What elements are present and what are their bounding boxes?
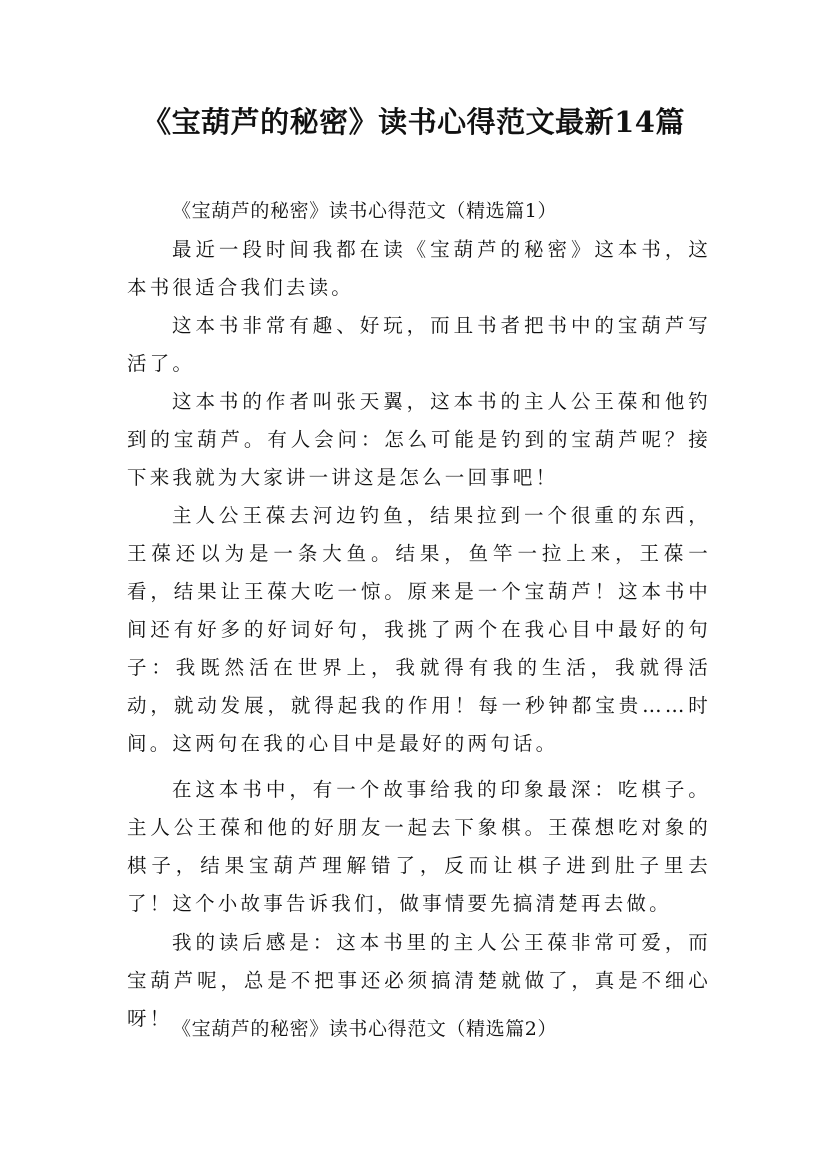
paragraph-3: 这本书的作者叫张天翼，这本书的主人公王葆和他钓到的宝葫芦。有人会问：怎么可能是钓到的宝葫芦呢？接下来我就为大家讲一讲这是怎么一回事吧！: [127, 390, 711, 489]
paragraph-1: 最近一段时间我都在读《宝葫芦的秘密》这本书，这本书很适合我们去读。: [127, 238, 711, 299]
paragraph-4: 主人公王葆去河边钓鱼，结果拉到一个很重的东西，王葆还以为是一条大鱼。结果，鱼竿一拉上来，王葆一看，结果让王葆大吃一惊。原来是一个宝葫芦！这本书中间还有好多的好词好句，我挑了两个在我心目中最好的句子：我既然活在世界上，我就得有我的生活，我就得活动，就动发展，就得起我的作用！每一秒钟都宝贵……时间。这两句在我的心目中是最好的两句话。: [127, 504, 711, 755]
section-heading-1: 《宝葫芦的秘密》读书心得范文（精选篇1）: [172, 200, 558, 222]
document-title: 《宝葫芦的秘密》读书心得范文最新14篇: [142, 105, 685, 139]
section-heading-2: 《宝葫芦的秘密》读书心得范文（精选篇2）: [172, 1018, 558, 1040]
paragraph-2: 这本书非常有趣、好玩，而且书者把书中的宝葫芦写活了。: [127, 314, 711, 375]
paragraph-6: 我的读后感是：这本书里的主人公王葆非常可爱，而宝葫芦呢，总是不把事还必须搞清楚就做了，真是不细心呀！: [127, 931, 711, 1030]
paragraph-5: 在这本书中，有一个故事给我的印象最深：吃棋子。主人公王葆和他的好朋友一起去下象棋。王葆想吃对象的棋子，结果宝葫芦理解错了，反而让棋子进到肚子里去了！这个小故事告诉我们，做事情要先搞清楚再去做。: [127, 778, 711, 915]
